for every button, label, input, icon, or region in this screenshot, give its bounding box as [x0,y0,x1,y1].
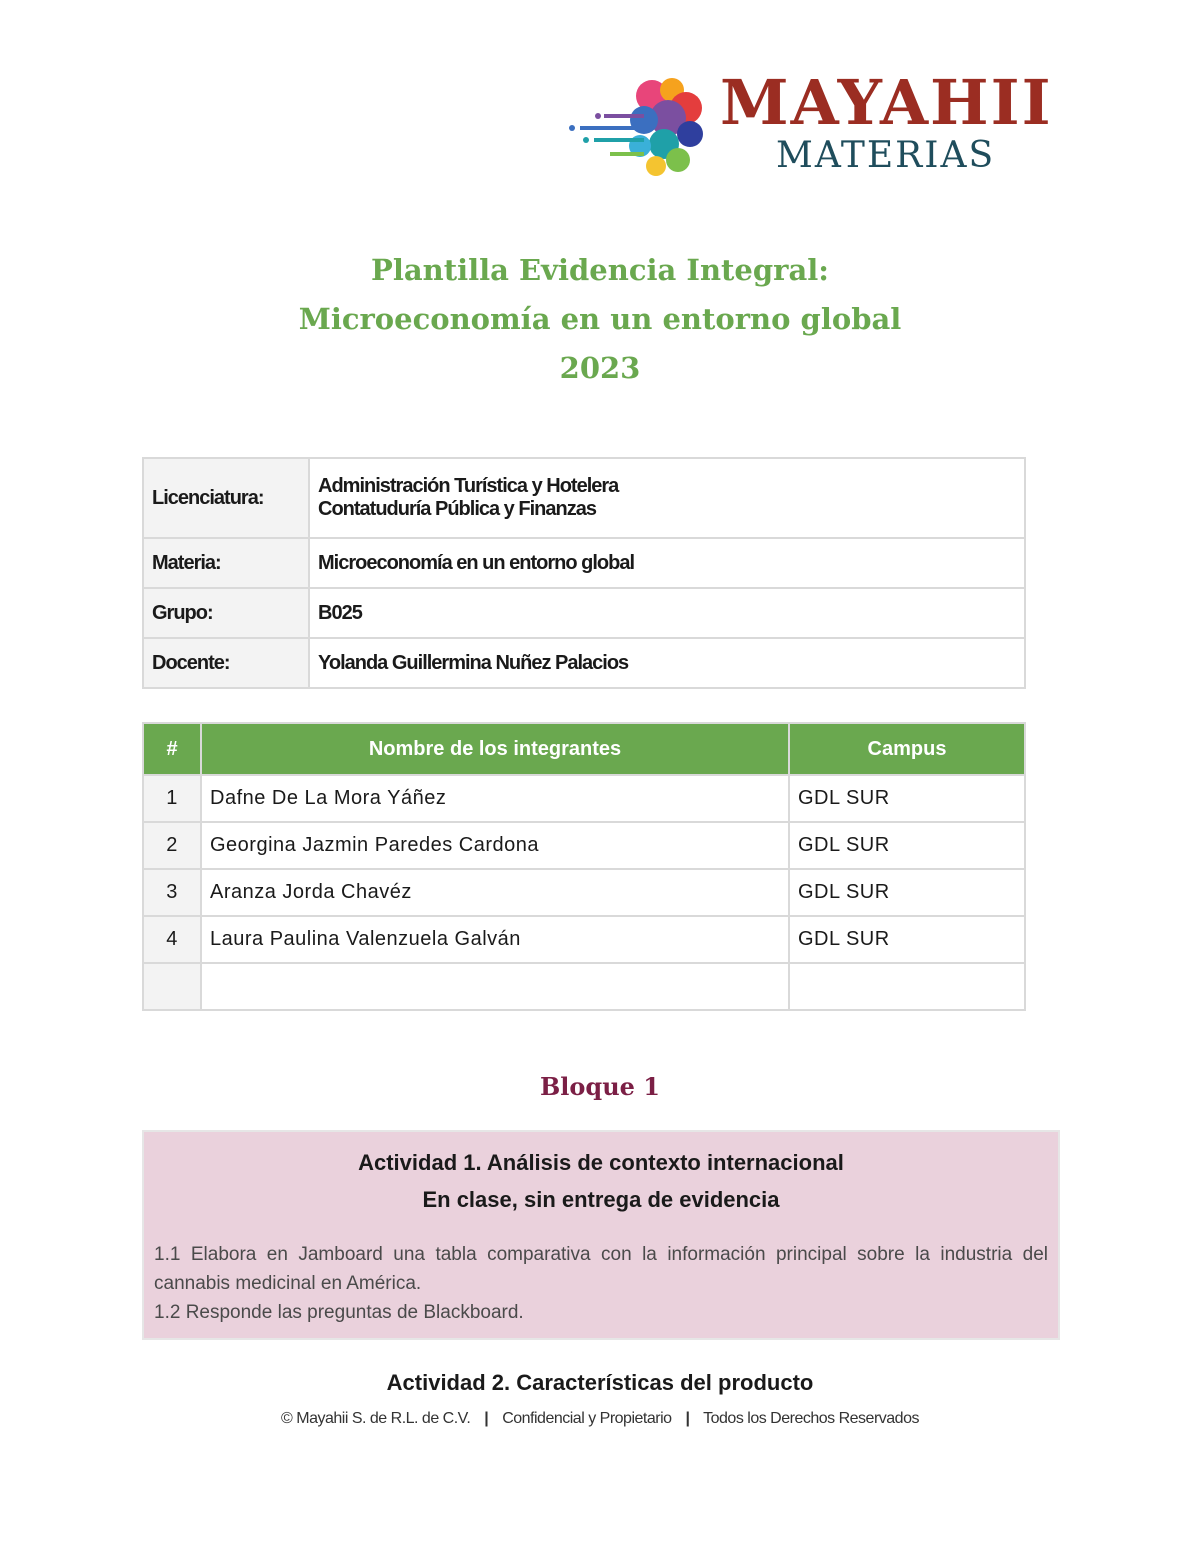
info-value [309,458,1025,538]
info-value: Yolanda Guillermina Nuñez Palacios [309,638,1025,688]
info-label: Docente: [143,638,309,688]
info-row-grupo [143,588,1025,638]
row-number: 4 [143,916,201,963]
table-row [143,916,1025,963]
members-header-row [143,723,1025,775]
logo-subtitle: MATERIAS [776,135,996,176]
member-campus: GDL SUR [789,869,1025,916]
activity-1-subtitle: En clase, sin entrega de evidencia [422,1187,780,1212]
footer-rights: Todos los Derechos Reservados [703,1410,919,1427]
member-name: Laura Paulina Valenzuela Galván [201,916,789,963]
info-value: B025 [309,588,1025,638]
table-row [143,775,1025,822]
row-number: 1 [143,775,201,822]
row-number: 2 [143,822,201,869]
member-name: Aranza Jorda Chavéz [201,869,789,916]
footer-separator: | [685,1410,690,1427]
member-campus: GDL SUR [789,775,1025,822]
info-label: Materia: [143,538,309,588]
activity-1-title [154,1144,1048,1218]
info-label: Licenciatura: [143,458,309,538]
activity-1-instructions [154,1240,1048,1327]
header-name: Nombre de los integrantes [201,723,789,775]
member-campus: GDL SUR [789,916,1025,963]
title-line-3: 2023 [559,351,641,385]
footer-copyright: © Mayahii S. de R.L. de C.V. [281,1410,471,1427]
header-number: # [143,723,201,775]
activity-1-title-line: Actividad 1. Análisis de contexto internacional [358,1150,844,1175]
table-row [143,869,1025,916]
info-row-licenciatura [143,458,1025,538]
member-name: Georgina Jazmin Paredes Cardona [201,822,789,869]
page-footer [0,1410,1200,1428]
info-value-line: Administración Turística y Hotelera [318,475,619,497]
instruction-item: 1.1 Elabora en Jamboard una tabla comparativa con la información principal sobre la industria del cannabis medicinal en América. [154,1244,1048,1294]
title-line-2: Microeconomía en un entorno global [298,302,902,336]
footer-separator: | [484,1410,489,1427]
row-number [143,963,201,1010]
member-name: Dafne De La Mora Yáñez [201,775,789,822]
info-row-materia [143,538,1025,588]
info-row-docente [143,638,1025,688]
member-name [201,963,789,1010]
info-value-line: Contatuduría Pública y Finanzas [318,498,596,520]
activity-2-title: Actividad 2. Características del producto [386,1370,814,1395]
table-row-empty [143,963,1025,1010]
activity-1-box [142,1130,1060,1340]
document-title [0,246,1200,393]
member-campus [789,963,1025,1010]
info-value: Microeconomía en un entorno global [309,538,1025,588]
table-row [143,822,1025,869]
title-line-1: Plantilla Evidencia Integral: [371,253,829,287]
member-campus: GDL SUR [789,822,1025,869]
logo-wordmark: MAYAHII [720,66,1053,139]
footer-confidential: Confidencial y Propietario [502,1410,672,1427]
profile-head-icon [560,68,720,186]
block-heading: Bloque 1 [540,1072,660,1101]
instruction-item: 1.2 Responde las preguntas de Blackboard. [154,1302,524,1323]
row-number: 3 [143,869,201,916]
info-label: Grupo: [143,588,309,638]
members-table [142,722,1026,1011]
mayahii-logo [560,66,1053,186]
course-info-table [142,457,1026,689]
header-campus: Campus [789,723,1025,775]
